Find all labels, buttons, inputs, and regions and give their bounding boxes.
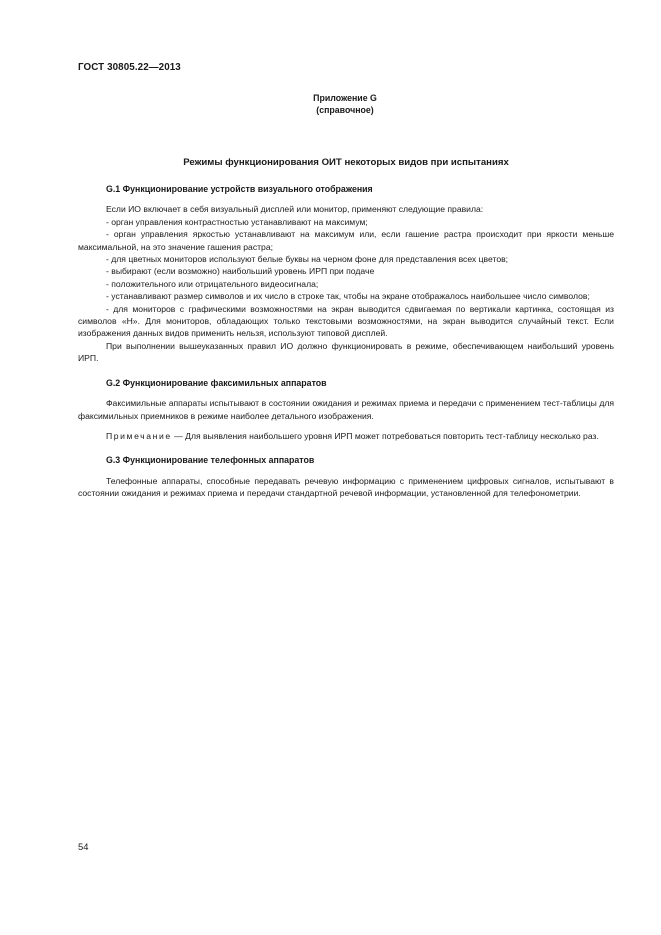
section-g2-title: G.2 Функционирование факсимильных аппаратов (106, 377, 327, 388)
appendix-heading (0, 92, 661, 116)
section-g1-title: G.1 Функционирование устройств визуального отображения (106, 184, 373, 194)
appendix-subtitle: (справочное) (316, 105, 374, 115)
section-g1-closing: При выполнении вышеуказанных правил ИО должно функционировать в режиме, обеспечивающем наибольший уровень ИРП. (78, 340, 614, 364)
appendix-title: Приложение G (313, 93, 377, 103)
section-g3-text: Телефонные аппараты, способные передавать речевую информацию с применением цифровых сигналов, испытывают в состоянии ожидания и режимах приема и передачи стандартной речевой информации, установленной для телефонометрии. (78, 475, 614, 499)
list-item: - выбирают (если возможно) наибольший уровень ИРП при подаче (106, 266, 375, 277)
document-title: Режимы функционирования ОИТ некоторых видов при испытаниях (183, 157, 509, 168)
section-g1-intro: Если ИО включает в себя визуальный дисплей или монитор, применяют следующие правила: (106, 204, 484, 215)
document-standard-header: ГОСТ 30805.22—2013 (78, 62, 181, 73)
list-item: - для мониторов с графическими возможностями на экран выводится сдвигаемая по вертикали картинка, состоящая из символов «Н». Для мониторов, обладающих только текстовыми возможностями, на экран выводится случайный текст. Если изображения данных видов применить нельзя, используют типовой дисплей. (78, 303, 614, 339)
section-g3-title: G.3 Функционирование телефонных аппаратов (106, 455, 315, 466)
list-item: - орган управления контрастностью устанавливают на максимум; (106, 216, 368, 227)
list-item: - орган управления яркостью устанавливают на максимум или, если гашение растра происходит при яркости меньше максимальной, на это значение гашения растра; (78, 229, 614, 252)
list-item: - положительного или отрицательного видеосигнала; (106, 278, 319, 289)
note-text: — Для выявления наибольшего уровня ИРП может потребоваться повторить тест-таблицу несколько раз. (171, 430, 599, 441)
section-g2-note (78, 430, 614, 442)
list-item: - для цветных мониторов используют белые буквы на черном фоне для представления всех цветов; (106, 254, 509, 265)
list-item: - устанавливают размер символов и их число в строке так, чтобы на экране отображалось наибольшее число символов; (106, 291, 590, 302)
page-number: 54 (78, 841, 89, 852)
note-label: Примечание (106, 430, 172, 441)
section-g2-text: Факсимильные аппараты испытывают в состоянии ожидания и режимах приема и передачи с применением тест-таблицы для факсимильных приемников в режиме наиболее детального изображения. (78, 398, 614, 421)
document-body (78, 183, 614, 500)
